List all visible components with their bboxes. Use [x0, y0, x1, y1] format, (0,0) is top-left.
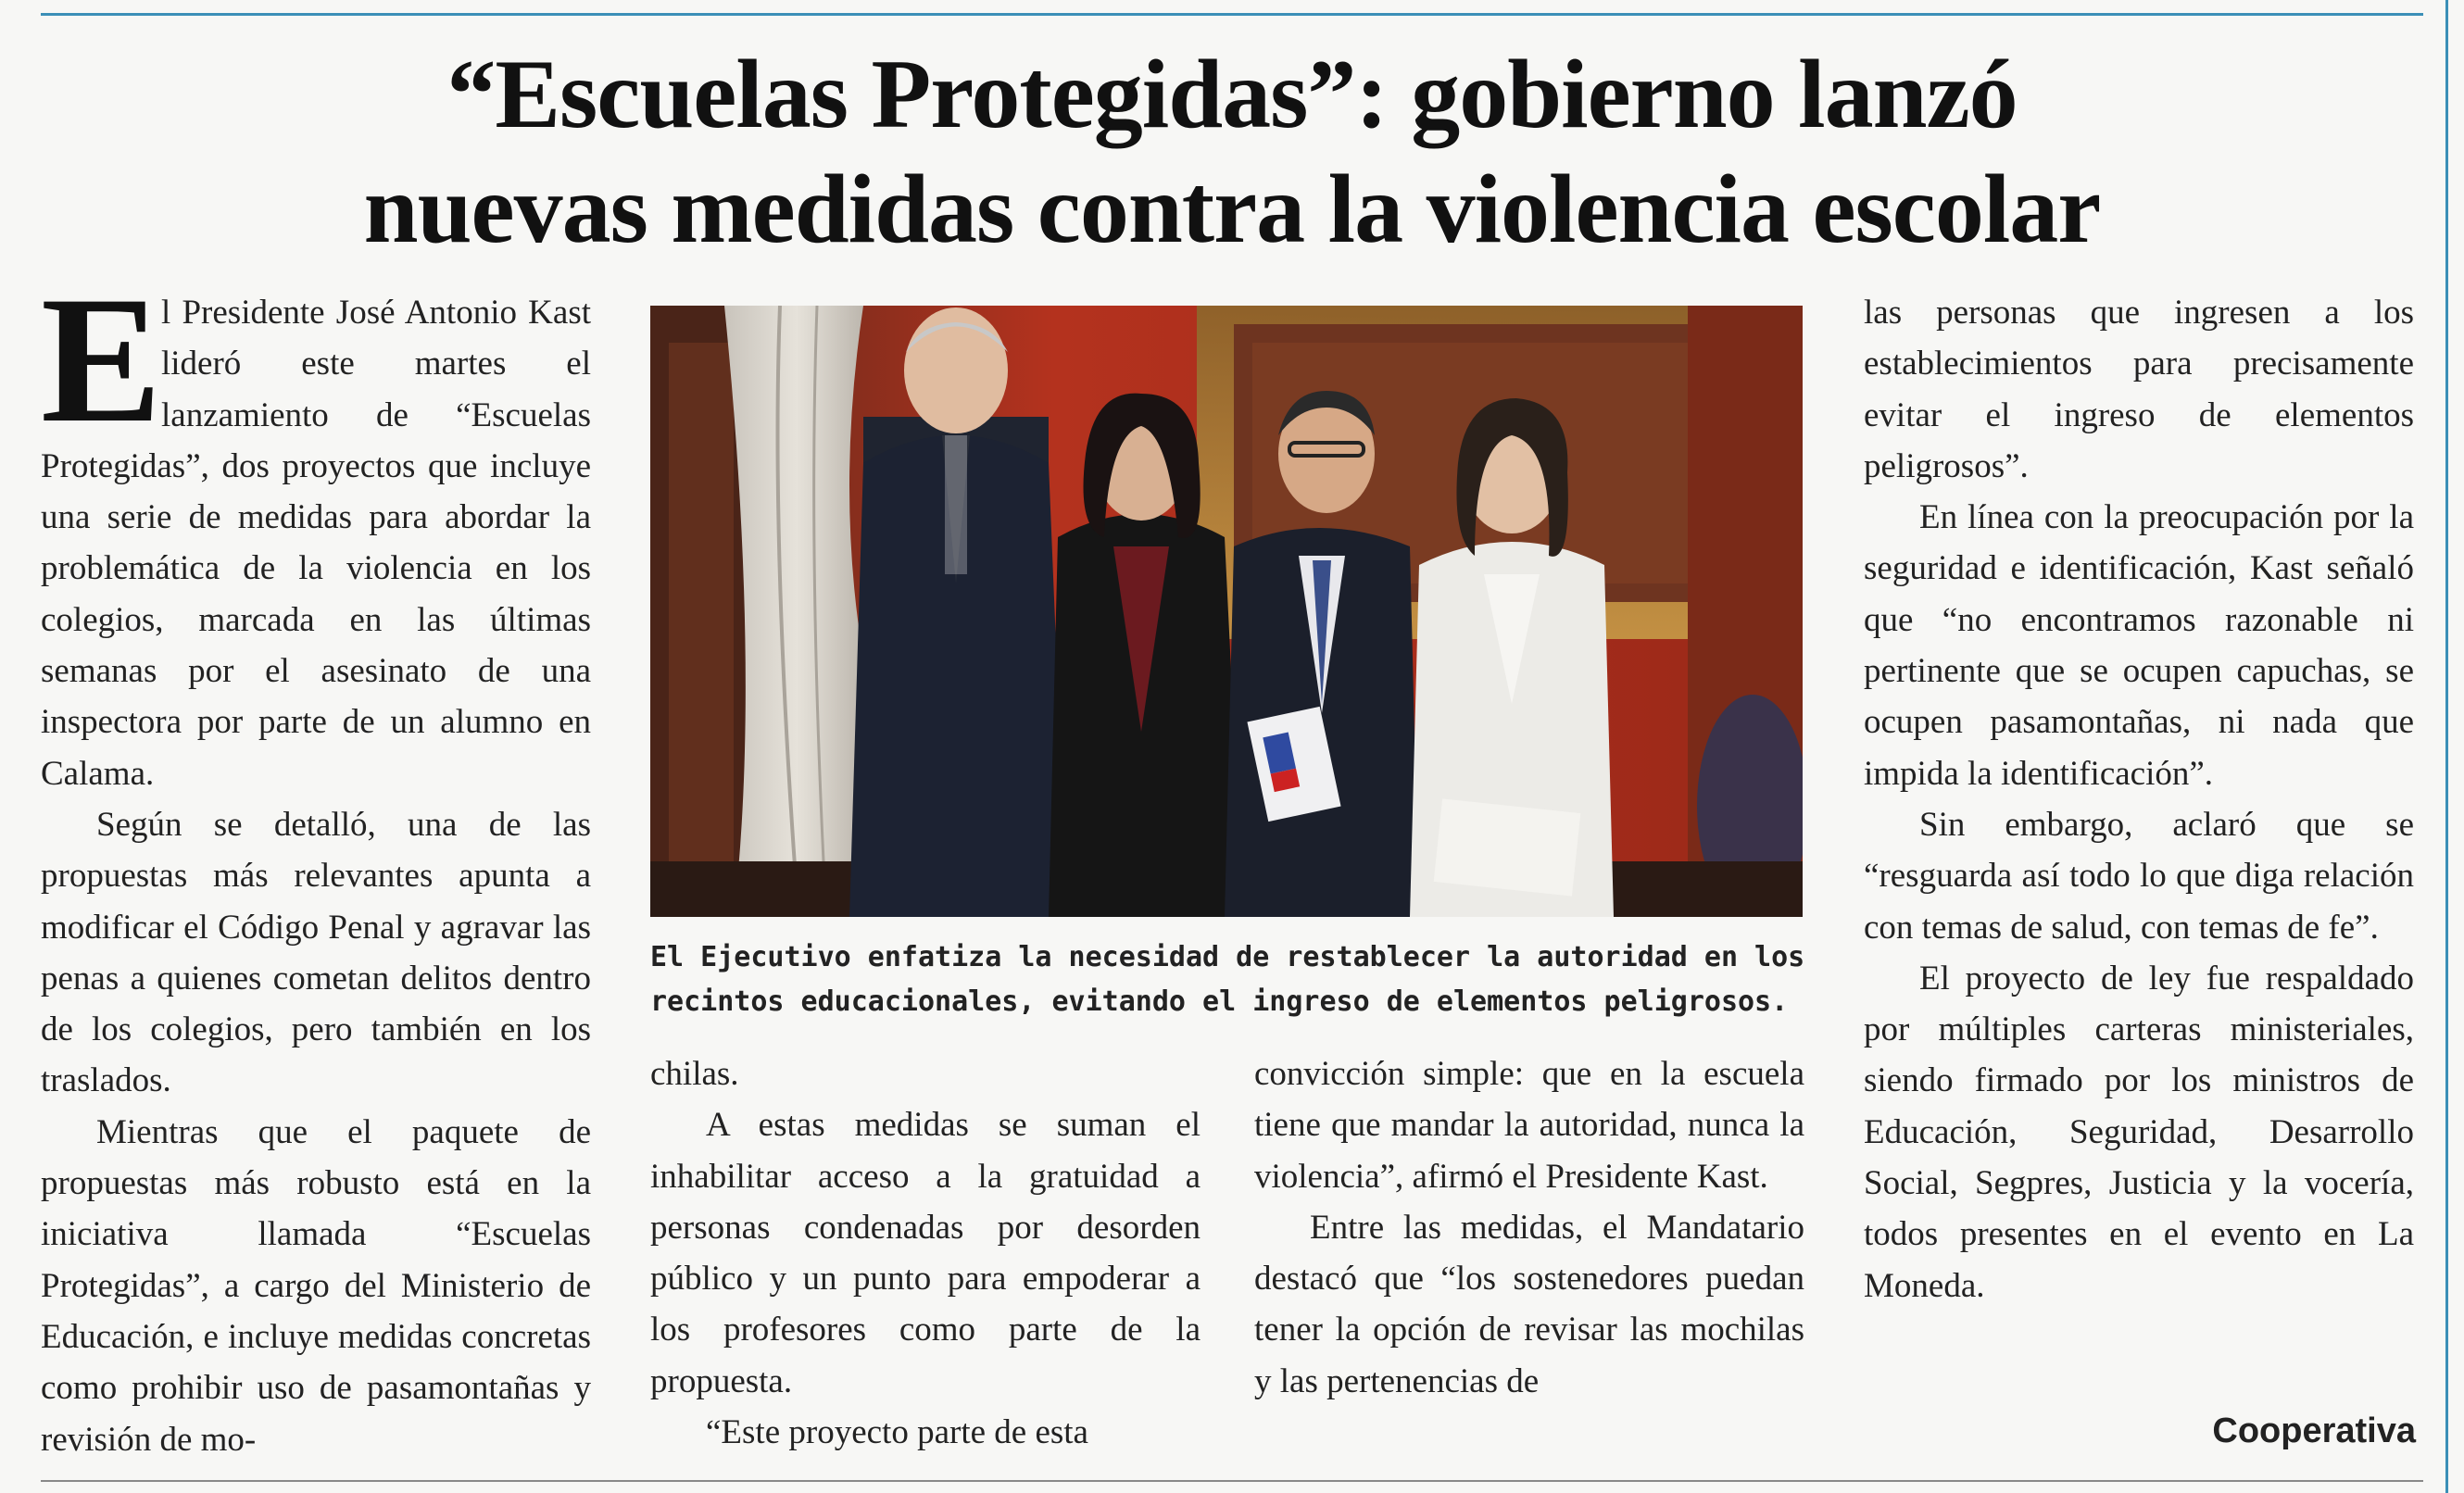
article-signature: Cooperativa [2212, 1411, 2416, 1450]
article-paragraph: El Presidente José Antonio Kast lideró este martes el lanzamiento de “Escuelas Protegidas”, dos proyectos que incluye una serie de medidas para abordar la problemática de la violencia en los colegios, marcada en las últimas semanas por el asesinato de una inspectora por parte de un alumno en Calama. [41, 259, 591, 793]
article-paragraph: Entre las medidas, el Mandatario destacó que “los sostenedores puedan tener la opción de revisar las mochilas y las pertenencias de [1254, 1208, 1804, 1400]
article-paragraph: Según se detalló, una de las propuestas más relevantes apunta a modificar el Código Penal y agravar las penas a quienes cometan delitos dentro de los colegios, pero también en los traslados. [41, 805, 591, 1100]
article-paragraph: “Este proyecto parte de esta [706, 1413, 1088, 1452]
top-rule [41, 0, 2423, 16]
article-paragraph: A estas medidas se suman el inhabilitar acceso a la gratuidad a personas condenadas por desorden público y un punto para empoderar a los profesores como parte de la propuesta. [650, 1106, 1201, 1400]
headline [0, 37, 2464, 267]
headline-line-1: “Escuelas Protegidas”: gobierno lanzó [446, 40, 2018, 148]
article-column-3 [1254, 1048, 1804, 1407]
headline-line-2: nuevas medidas contra la violencia escolar [363, 155, 2101, 263]
article-paragraph: En línea con la preocupación por la seguridad e identificación, Kast señaló que “no encontramos razonable ni pertinente que se ocupen capuchas, se ocupen pasamontañas, ni nada que impida la identificación”. [1864, 498, 2414, 793]
article-column-1 [41, 259, 591, 1465]
article-paragraph: Sin embargo, aclaró que se “resguarda así todo lo que diga relación con temas de salud, con temas de fe”. [1864, 805, 2414, 947]
article-column-4 [1864, 287, 2414, 1311]
bottom-rule [41, 1480, 2423, 1482]
article-paragraph: El proyecto de ley fue respaldado por múltiples carteras ministeriales, siendo firmado por los ministros de Educación, Seguridad, Desarrollo Social, Segpres, Justicia y la vocería, todos presentes en el evento en La Moneda. [1864, 959, 2414, 1305]
news-photo [650, 306, 1803, 917]
article-column-2 [650, 1048, 1201, 1458]
photo-caption: El Ejecutivo enfatiza la necesidad de restablecer la autoridad en los recintos educacionales, evitando el ingreso de elementos peligrosos. [650, 941, 1805, 1018]
photo-illustration [650, 306, 1803, 917]
article-paragraph: las personas que ingresen a los establecimientos para precisamente evitar el ingreso de elementos peligrosos”. [1864, 294, 2414, 485]
drop-cap: E [41, 259, 162, 460]
article-paragraph: convicción simple: que en la escuela tiene que mandar la autoridad, nunca la violencia”, afirmó el Presidente Kast. [1254, 1055, 1804, 1196]
article-paragraph: chilas. [650, 1055, 739, 1093]
article-paragraph: Mientras que el paquete de propuestas más robusto está en la iniciativa llamada “Escuelas Protegidas”, a cargo del Ministerio de Educación, e incluye medidas concretas como prohibir uso de pasamontañas y revisión de mo- [41, 1112, 591, 1459]
